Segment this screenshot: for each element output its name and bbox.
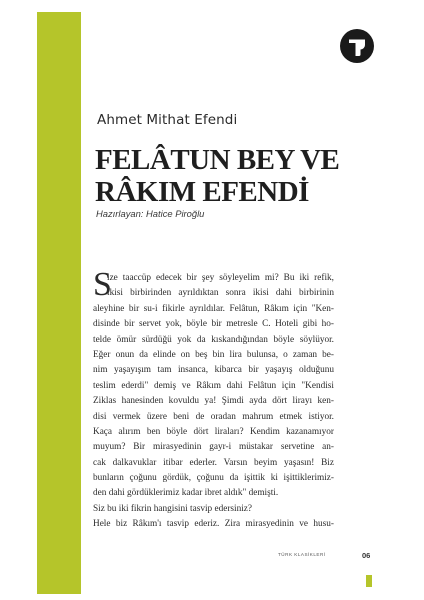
text-line: bunların çoğunu gördük, çoğunu da işittik ki işittiklerimiz-: [93, 473, 334, 484]
text-line: telde ömür sürdüğü yok da kıskandığından böyle söylüyor.: [93, 334, 334, 345]
page-number: 06: [362, 551, 371, 560]
title-line: FELÂTUN BEY VE: [95, 144, 340, 176]
text-line: Siz bu iki fikrin hangisini tasvip edersiniz?: [93, 503, 253, 514]
text-line: disinde bir servet yok, böyle bir metresle C. Hoteli gibi ho-: [93, 319, 334, 330]
author-name: Ahmet Mithat Efendi: [97, 112, 238, 128]
series-footer: TÜRK KLASİKLERİ: [278, 552, 326, 557]
text-line: muyum? Bir mirasyedinin gayr-i müstakar servetine an-: [93, 442, 334, 453]
text-line: teslim ederdi" demiş ve Râkım dahi Felâtun için "Kendisi: [93, 380, 334, 391]
text-line: ize taaccüp edecek bir şey söyleyelim mi? Bu iki refik,: [107, 273, 334, 283]
text-line: Eğer onun da elinde on beş bin lira bulunsa, o zaman be-: [93, 349, 334, 360]
text-line: aleyhine bir su-i fikirle ayrıldılar. Felâtun, Râkım için "Ken-: [93, 303, 334, 314]
title-line: RÂKIM EFENDİ: [95, 176, 309, 208]
accent-bar: [37, 12, 81, 594]
book-title: [95, 144, 355, 208]
text-line: Ziklas hanesinden kovuldu ya! Şimdi ayda dört lirayı ken-: [93, 396, 334, 407]
page-marker: [366, 575, 372, 587]
text-line: Hele biz Râkım'ı tasvip ederiz. Zira mirasyedinin ve husu-: [93, 519, 334, 530]
text-line: disi vermek üzere beni de oradan mahrum etmek istiyor.: [93, 411, 334, 422]
editor-credit: Hazırlayan: Hatice Piroğlu: [96, 208, 205, 219]
text-line: ikisi birbirinden ayrıldıktan sonra ikisi dahi birbirinin: [107, 288, 334, 299]
text-line: den dahi gördüklerimiz kadar ibret aldık" demişti.: [93, 488, 279, 499]
text-line: cak dalkavuklar itibar ederler. Varsın beyim yaşasın! Biz: [93, 457, 334, 468]
drop-cap: S: [93, 266, 112, 303]
publisher-logo-icon: [340, 29, 374, 63]
text-line: Kaça alırım ben böyle dört liraları? Kendim kazanamıyor: [93, 426, 334, 437]
body-text: [93, 266, 334, 533]
text-line: nim yaşayışım tam insanca, kibarca bir yaşayış olduğunu: [93, 365, 334, 376]
